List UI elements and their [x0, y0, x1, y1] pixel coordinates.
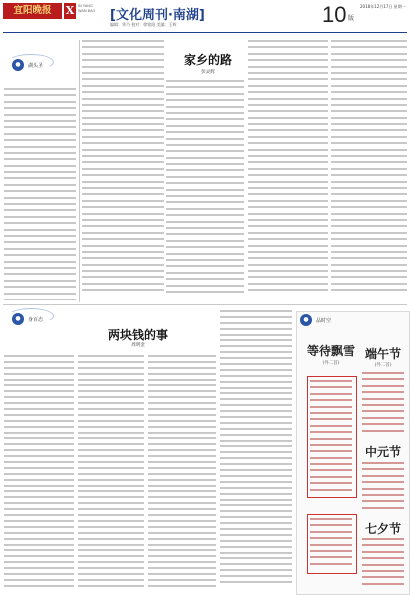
essay-column-tag: 湖头圣 — [28, 63, 44, 69]
festival-title-1: 端午节 — [364, 347, 401, 361]
story-column-4-text — [220, 310, 292, 591]
column-badge-icon: ● — [12, 313, 24, 325]
essay-column-1-text — [4, 88, 76, 300]
story-column-2-text — [78, 355, 144, 591]
page-header — [0, 0, 410, 36]
main-article-title: 家乡的路 — [183, 53, 232, 67]
festival-title-2: 中元节 — [364, 445, 401, 459]
column-divider — [79, 40, 80, 302]
swirl-ornament-icon — [8, 308, 54, 324]
story-column-3-text — [148, 355, 216, 591]
festival-text-2 — [362, 462, 404, 516]
masthead-letter: X — [65, 4, 75, 17]
essay-column-2-text — [82, 40, 164, 302]
poem-subtitle: (外二首) — [322, 361, 340, 366]
page-number: 10 — [322, 2, 347, 27]
main-article-author: 彭灵辉 — [201, 70, 215, 75]
festival-subtitle-1: (外二首) — [374, 363, 392, 368]
story-column-tag: 身百态 — [28, 317, 44, 323]
festival-title-3: 七夕节 — [364, 522, 401, 536]
column-badge-icon: ● — [300, 314, 312, 326]
column-badge-icon: ● — [12, 59, 24, 71]
story-author: 周明金 — [131, 343, 145, 348]
story-column-1-text — [4, 355, 74, 591]
swirl-ornament-icon — [8, 54, 54, 70]
essay-column-4-text — [248, 40, 328, 302]
issue-date: 2018年12月17日 星期一 — [360, 4, 406, 9]
poem-text-1 — [310, 380, 352, 494]
editor-credits: 编辑：华乃 校对：徐铭阳 美编：王辉 — [110, 22, 177, 27]
essay-column-5-text — [331, 40, 407, 302]
page-suffix: 版 — [348, 15, 355, 22]
masthead-logo: 宜阳晚报 — [13, 5, 52, 16]
story-title: 两块钱的事 — [107, 328, 168, 342]
header-rule — [3, 32, 407, 33]
section-divider — [3, 304, 407, 305]
poem-column-tag: 品时空 — [316, 318, 332, 324]
masthead-english: IN YANG WAN BAO — [78, 4, 96, 13]
festival-text-1 — [362, 372, 404, 438]
festival-text-3 — [362, 538, 404, 590]
poem-text-2 — [310, 518, 352, 570]
essay-column-3-text — [166, 80, 244, 302]
poem-title: 等待飘雪 — [306, 344, 355, 358]
section-title: [文化周刊·南湖] — [110, 8, 205, 23]
